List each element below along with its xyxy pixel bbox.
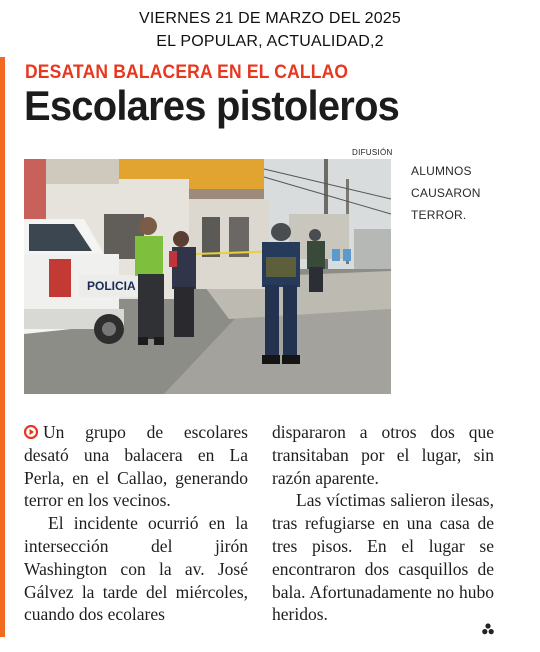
- paragraph: dispararon a otros dos que transitaban por el lugar, sin razón aparente.: [272, 422, 494, 488]
- accent-bar: [0, 57, 5, 637]
- circle-arrow-icon: [24, 425, 38, 439]
- paragraph-text: Un grupo de escolares desató una balacera en La Perla, en el Callao, generando terror en los vecinos.: [24, 422, 248, 511]
- truck-label: POLICIA: [87, 279, 136, 293]
- article-column-1: [24, 421, 248, 626]
- caption-line: CAUSARON: [411, 186, 481, 200]
- caption-line: ALUMNOS: [411, 164, 472, 178]
- dateline-section: EL POPULAR, ACTUALIDAD,2: [156, 33, 384, 50]
- headline: Escolares pistoleros: [24, 82, 400, 129]
- paragraph: [24, 421, 248, 512]
- paragraph: Las víctimas salieron ilesas, tras refugiarse en una casa de tres pisos. En el lugar se encontraron dos casquillos de bala. Afortunadamente no hubo heridos.: [272, 490, 494, 625]
- kicker: DESATAN BALACERA EN EL CALLAO: [25, 62, 349, 83]
- paragraph: El incidente ocurrió en la intersección del jirón Washington con la av. José Gálvez la tarde del miércoles, cuando dos ecolares: [24, 513, 248, 625]
- photo-credit: DIFUSIÓN: [352, 148, 393, 157]
- caption-line: TERROR.: [411, 208, 467, 222]
- photo-caption: [411, 160, 481, 226]
- dateline-date: VIERNES 21 DE MARZO DEL 2025: [139, 10, 401, 27]
- article-column-2: [272, 421, 494, 626]
- triangle-end-mark-icon: [482, 623, 494, 635]
- news-photo: [24, 159, 391, 394]
